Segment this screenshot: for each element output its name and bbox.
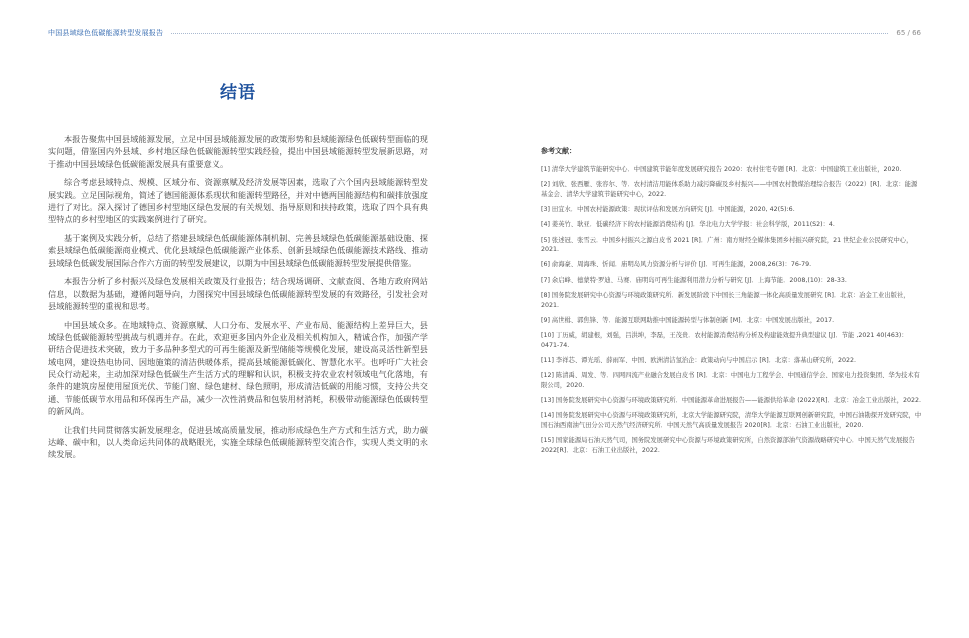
conclusion-paragraph: 本报告分析了乡村振兴及绿色发展相关政策及行业报告；结合现场调研、文献查阅、各地方政府网站信息，以数据为基础，遵循问题导向，力图探究中国县域绿色低碳能源转型发展的有效路径，引发社会对县域能源转型的重视和思考。 — [48, 276, 428, 312]
conclusion-paragraph: 基于案例及实践分析，总结了搭建县域绿色低碳能源体制机制、完善县域绿色低碳能源基础设施、探索县域绿色低碳能源商业模式、优化县域绿色低碳能源产业体系、创新县域绿色低碳能源技术路线、推动县域绿色低碳发展国际合作六方面的转型发展建议，以期为中国县域绿色低碳能源转型发展提供借鉴。 — [48, 233, 428, 268]
conclusion-paragraph: 本报告聚焦中国县域能源发展，立足中国县域能源发展的政策形势和县域能源绿色低碳转型面临的现实问题，借鉴国内外县域、乡村地区绿色低碳能源转型实践经验，提出中国县域能源转型发展新思路，对于推动中国县域绿色低碳能源发展具有重要意义。 — [48, 134, 428, 169]
reference-item: [12] 陈清禹、周发、等．四网四流产业融合发展白皮书 [R]．北京：中国电力工程学会、中国通信学会、国家电力投资集团、华为技术有限公司，2020. — [541, 372, 920, 389]
header-divider — [171, 33, 888, 34]
reference-item: [3] 田宜水．中国农村能源政策：现状评估和发展方向研究 [J]．中国能源，2020, 42(5):6. — [541, 206, 795, 214]
reference-item: [6] 俞海豪、周海珠、忻闻．庙明岛风力资源分析与评价 [J]．可再生能源，2008,26(3)：76-79. — [541, 261, 812, 269]
references-title: 参考文献： — [541, 147, 576, 155]
reference-item: [2] 刘欣、张西雁、张容尔、等．农村清洁用能体系助力减污降碳及乡村振兴——中国农村散煤治理综合报告（2022）[R]．北京：能源基金会、清华大学建筑节能研究中心，2022. — [541, 181, 918, 198]
reference-item: [10] 丁历威，胡建根，刘强，吕洪坤，李磊，王茂贵．农村能源消费结构分析及构建能效提升典型建议 [J]．节能 ,2021 40(463)：0471-74. — [541, 332, 908, 349]
conclusion-section — [48, 78, 428, 467]
reference-item: [5] 张述冠、张雪云．中国乡村振兴之源白皮书 2021 [R]．广州：南方财经全媒体集团乡村振兴研究院，21 世纪企业公民研究中心，2021. — [541, 236, 913, 254]
page-number: 65 / 66 — [896, 29, 921, 37]
conclusion-paragraph: 中国县域众多。在地域特点、资源禀赋、人口分布、发展水平、产业布局、能源结构上差异巨大，县域绿色低碳能源转型挑战与机遇并存。在此，欢迎更多国内外企业及相关机构加入，精诚合作，加强产学研结合促进技术突破，致力于多品种多型式的可再生能源及新型储能等规模化发展，建设高灵活性新型县域电网，建设热电协同、因地施策的清洁供暖体系，提高县域能源低碳化、智慧化水平。也呼吁广大社会民众行动起来，主动加深对绿色低碳生产生活方式的理解和认识，积极支持农业农村领域电气化落地，有条件的建筑房屋使用屋顶光伏、节能门窗、绿色建材、绿色照明，形成清洁低碳的用能习惯，支持公共交通、节能低碳节水用品和环保再生产品，减少一次性消费品和包装用材消耗，积极带动能源绿色低碳转型的新风尚。 — [48, 319, 428, 416]
reference-item: [15] 国家能源局石油天然气司，国务院发展研究中心资源与环境政策研究所，自然资源部油气资源战略研究中心．中国天然气发展报告 2022[R]．北京：石油工业出版社，2022. — [541, 437, 915, 454]
reference-item: [11] 李祥芯、谭光瑶、薛雨军、中国、欧洲清洁氢治企：政策动向与中国启示 [R]．北京：落基山研究所，2022. — [541, 356, 857, 364]
reference-item: [13] 国务院发展研究中心资源与环境政策研究所．中国能源革命进展报告——能源供给革命 (2022)[R]．北京：冶金工业出版社，2022. — [541, 397, 922, 405]
reference-item: [7] 余启峰、德蒙特·罗迪、马赛．庙明岛可再生能源利用潜力分析与研究 [J]．上海节能．2008,(10)：28-33. — [541, 276, 847, 284]
reference-item: [8] 国务院发展研究中心资源与环境政策研究所．新发展阶段下中国长三角能源一体化高质量发展研究 [R]．北京：冶金工业出版社，2021. — [541, 292, 910, 309]
references-section — [541, 146, 923, 461]
reference-item: [14] 国务院发展研究中心资源与环境政策研究所，北京大学能源研究院，清华大学能源互联网创新研究院，中国石油勘探开发研究院，中国石油西南油气田分公司天然气经济研究所．中国天然气高质量发展报告 2020[R]．北京：石油工业出版社，2020. — [541, 412, 922, 429]
reference-item: [4] 姜英竹、耿亚．低碳经济下的农村能源消费结构 [J]．华北电力大学学报：社会科学版，2011(S2)：4. — [541, 221, 835, 229]
page-header — [48, 26, 921, 40]
reference-item: [9] 高世楫、郭焦锋、等．能源互联网助推中国能源转型与体制创新 [M]．北京：中国发展出版社，2017. — [541, 316, 835, 324]
conclusion-paragraph: 综合考虑县域特点、规模、区域分布、资源禀赋及经济发展等因素，选取了六个国内县域能源转型发展实践。立足国际视角，简述了德国能源体系现状和能源转型路径，并对中德两国能源结构和碳排放强度进行了对比。深入探讨了德国乡村型地区绿色发展的有关规划、指导原则和扶持政策，选取了四个具有典型特点的乡村型地区的实践案例进行了研究。 — [48, 177, 428, 225]
reference-item: [1] 清华大学建筑节能研究中心．中国建筑节能年度发展研究报告 2020：农村住宅专题 [R]．北京：中国建筑工业出版社，2020. — [541, 166, 902, 173]
conclusion-paragraph: 让我们共同贯彻落实新发展理念，促进县域高质量发展，推动形成绿色生产方式和生活方式，助力碳达峰、碳中和，以人类命运共同体的战略眼光，实施全球绿色低碳能源转型交流合作，实现人类文明的永续发展。 — [48, 424, 428, 460]
section-title: 结语 — [220, 83, 256, 103]
report-title: 中国县域绿色低碳能源转型发展报告 — [48, 29, 164, 37]
